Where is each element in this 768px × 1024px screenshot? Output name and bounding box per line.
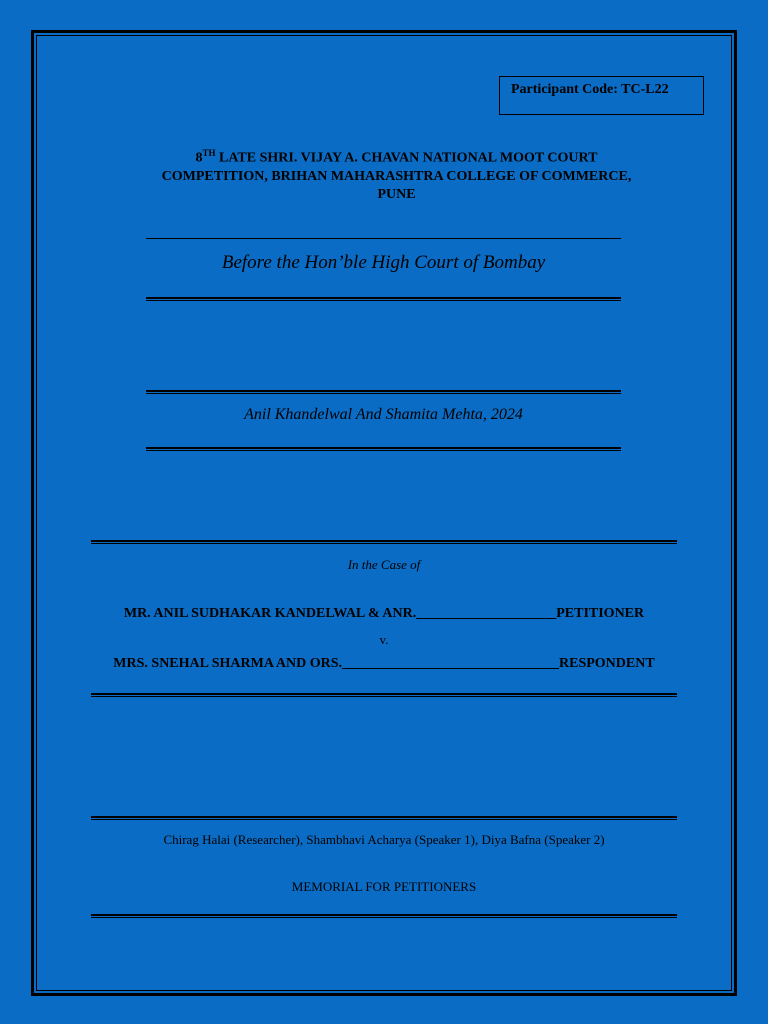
court-name: Before the Hon’ble High Court of Bombay xyxy=(221,252,546,273)
competition-ordinal-suffix: TH xyxy=(202,148,216,158)
team-rule-top xyxy=(91,816,677,820)
competition-line-1 xyxy=(100,144,693,168)
petitioner-line: MR. ANIL SUDHAKAR KANDELWAL & ANR.____________________PETITIONER xyxy=(123,606,645,621)
participant-code: Participant Code: TC-L22 xyxy=(511,82,669,97)
case-citation: Anil Khandelwal And Shamita Mehta, 2024 xyxy=(244,406,523,423)
citation-rule-bottom xyxy=(146,447,621,451)
competition-ordinal: 8 xyxy=(195,150,203,166)
competition-line-3: PUNE xyxy=(377,186,416,202)
case-rule-top xyxy=(91,540,677,544)
versus: v. xyxy=(379,632,389,647)
memorial-label: MEMORIAL FOR PETITIONERS xyxy=(291,879,477,894)
competition-line-1-text: LATE SHRI. VIJAY A. CHAVAN NATIONAL MOOT COURT xyxy=(215,150,598,166)
competition-title xyxy=(100,144,693,204)
citation-rule-top xyxy=(146,390,621,394)
in-the-case-of: In the Case of xyxy=(347,557,421,572)
participant-code-box xyxy=(499,76,704,115)
team-members: Chirag Halai (Researcher), Shambhavi Acharya (Speaker 1), Diya Bafna (Speaker 2) xyxy=(163,832,605,847)
team-rule-bottom xyxy=(91,914,677,918)
court-rule-bottom xyxy=(146,297,621,301)
competition-line-2: COMPETITION, BRIHAN MAHARASHTRA COLLEGE OF COMMERCE, xyxy=(161,168,632,184)
respondent-line: MRS. SNEHAL SHARMA AND ORS._______________________________RESPONDENT xyxy=(113,656,655,671)
case-rule-bottom xyxy=(91,693,677,697)
court-rule-top xyxy=(146,238,621,239)
